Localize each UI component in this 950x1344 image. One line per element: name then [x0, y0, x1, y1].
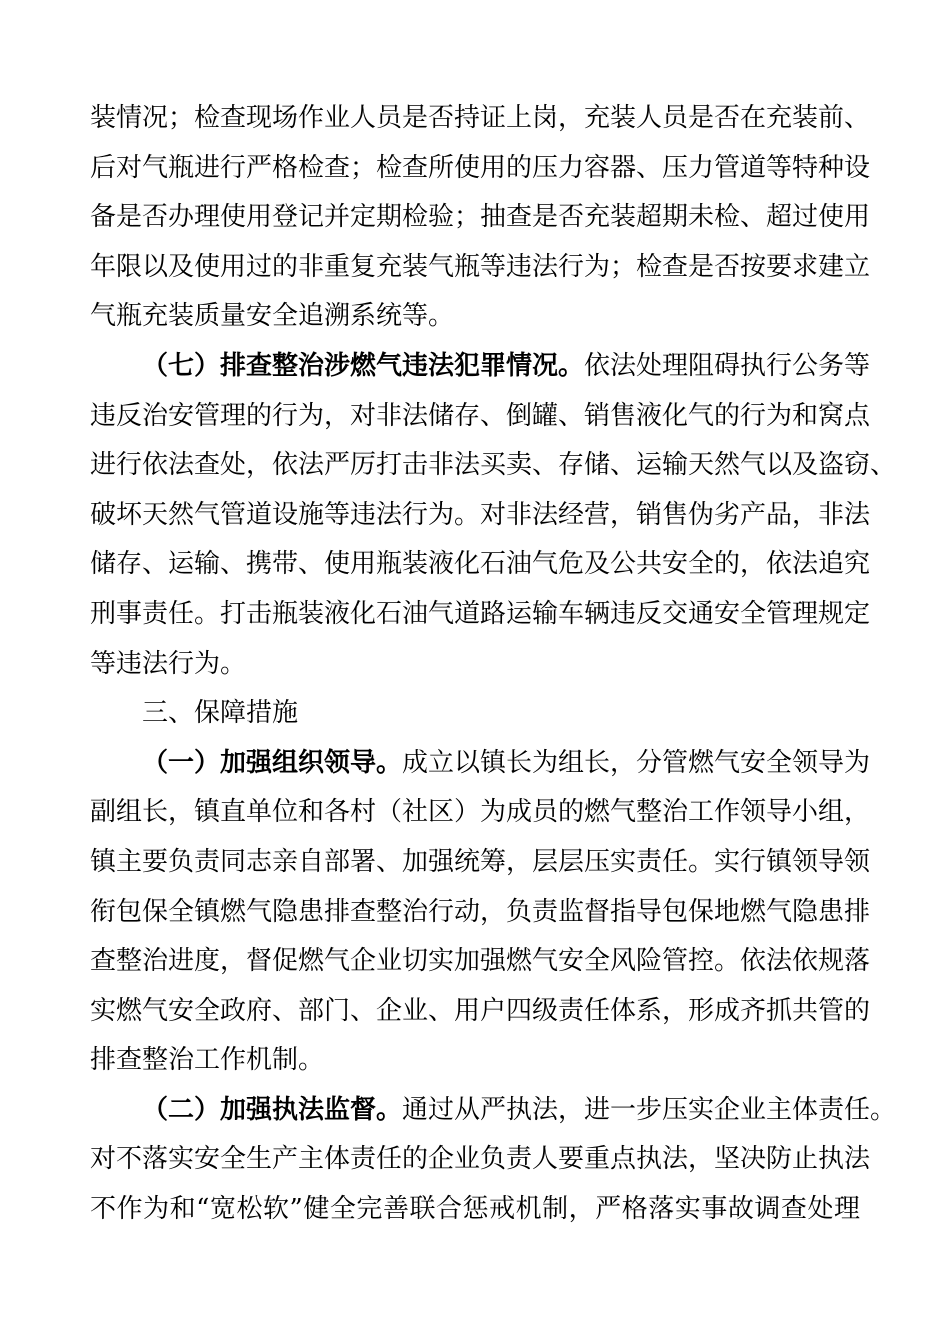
text-line: 排查整治工作机制。 [90, 1045, 325, 1076]
text-line: 实燃气安全政府、部门、企业、用户四级责任体系，形成齐抓共管的 [90, 995, 871, 1026]
text-line: 不作为和“宽松软”健全完善联合惩戒机制，严格落实事故调查处理 [90, 1194, 860, 1225]
text-line: 衔包保全镇燃气隐患排查整治行动，负责监督指导包保地燃气隐患排 [90, 896, 871, 927]
text-line: 对不落实安全生产主体责任的企业负责人要重点执法，坚决防止执法 [90, 1144, 871, 1175]
paragraph-lead: （二）加强执法监督。 [142, 1094, 403, 1125]
paragraph-lead: （七）排查整治涉燃气违法犯罪情况。 [142, 350, 585, 381]
text-line: 刑事责任。打击瓶装液化石油气道路运输车辆违反交通安全管理规定 [90, 598, 871, 629]
paragraph-organization-leadership [90, 739, 871, 1086]
text-line: 储存、运输、携带、使用瓶装液化石油气危及公共安全的，依法追究 [90, 549, 871, 580]
paragraph-first-text: 通过从严执法，进一步压实企业主体责任。 [402, 1094, 897, 1125]
text-line: 进行依法查处，依法严厉打击非法买卖、存储、运输天然气以及盗窃、 [90, 450, 897, 481]
text-line: 查整治进度，督促燃气企业切实加强燃气安全风险管控。依法依规落 [90, 946, 871, 977]
document-page [90, 94, 897, 1235]
paragraph-lead: （一）加强组织领导。 [142, 747, 403, 778]
paragraph-gas-filling-inspection [90, 94, 871, 342]
paragraph-first-text: 成立以镇长为组长，分管燃气安全领导为 [402, 747, 871, 778]
text-line: 气瓶充装质量安全追溯系统等。 [90, 301, 455, 332]
text-line: 装情况；检查现场作业人员是否持证上岗，充装人员是否在充装前、 [90, 103, 871, 133]
text-line: 破坏天然气管道设施等违法行为。对非法经营，销售伪劣产品，非法 [90, 499, 871, 530]
text-line: 违反治安管理的行为，对非法储存、倒罐、销售液化气的行为和窝点 [90, 400, 871, 431]
text-line [90, 342, 871, 392]
text-line [90, 739, 871, 789]
text-line: 后对气瓶进行严格检查；检查所使用的压力容器、压力管道等特种设 [90, 152, 871, 183]
text-line: 备是否办理使用登记并定期检验；抽查是否充装超期未检、超过使用 [90, 202, 871, 233]
text-line: 年限以及使用过的非重复充装气瓶等违法行为；检查是否按要求建立 [90, 251, 871, 282]
text-line: 副组长，镇直单位和各村（社区）为成员的燃气整治工作领导小组， [90, 797, 871, 828]
text-line [90, 1086, 897, 1136]
section-heading: 三、保障措施 [142, 698, 299, 729]
text-line: 镇主要负责同志亲自部署、加强统筹，层层压实责任。实行镇领导领 [90, 846, 871, 877]
text-line: 等违法行为。 [90, 648, 247, 679]
paragraph-first-text: 依法处理阻碍执行公务等 [584, 350, 871, 381]
paragraph-gas-crime-investigation [90, 342, 897, 689]
paragraph-law-enforcement [90, 1086, 897, 1235]
